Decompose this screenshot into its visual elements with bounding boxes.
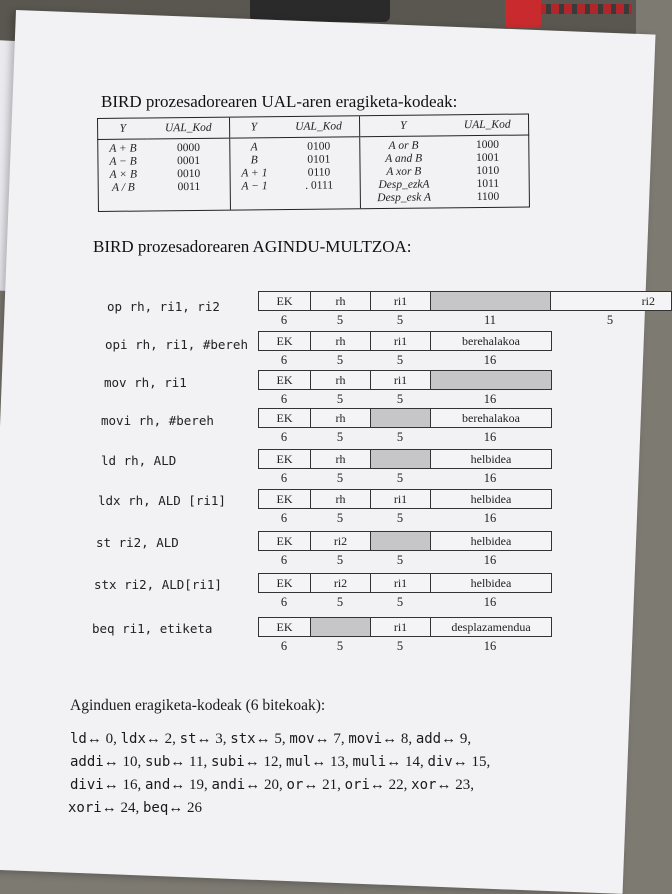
opcode-value: 11: [189, 754, 204, 770]
opcode-mnemonic: stx: [230, 731, 256, 747]
arrow-icon: ↔: [369, 777, 385, 793]
format-field: rh: [311, 450, 371, 468]
ual-title: BIRD prozesadorearen UAL-aren eragiketa-kodeak:: [101, 92, 458, 111]
instruction-format: [258, 408, 552, 428]
opcode-value: 10: [122, 754, 138, 770]
arrow-icon: ↔: [103, 777, 119, 793]
bit-widths: [258, 392, 550, 408]
format-field: EK: [259, 532, 311, 550]
format-field: [371, 409, 431, 427]
bit-width: 5: [396, 511, 404, 525]
arrow-icon: ↔: [452, 754, 468, 770]
ual-header-kod2: UAL_Kod: [278, 116, 360, 138]
ual-code: 0110: [307, 166, 331, 179]
opcode-mnemonic: divi: [70, 777, 104, 793]
bit-width: 5: [396, 353, 404, 367]
arrow-icon: ↔: [314, 731, 330, 747]
format-field: ri2: [641, 294, 655, 308]
bit-width: 5: [336, 313, 344, 327]
arrow-icon: ↔: [145, 731, 161, 747]
format-field: ri1: [371, 332, 431, 350]
opcode-line: divi↔ 16, and↔ 19, andi↔ 20, or↔ 21, ori↔ 22, xor↔ 23,: [70, 777, 474, 793]
format-field: ri1: [371, 618, 431, 636]
opcode-value: 7: [333, 731, 341, 747]
instruction-format: [258, 489, 552, 509]
opcode-value: 20: [263, 777, 279, 793]
ual-code: 0010: [177, 167, 201, 181]
ual-code: 1011: [476, 177, 500, 191]
opcode-mnemonic: st: [179, 731, 197, 747]
opcode-mnemonic: ldx: [120, 731, 146, 747]
arrow-icon: ↔: [196, 731, 212, 747]
ual-code: 1001: [476, 151, 500, 165]
bit-width: 5: [336, 353, 344, 367]
ual-op: A or B: [388, 139, 419, 152]
bit-width: 5: [606, 313, 614, 327]
opcode-value: 8: [400, 731, 409, 747]
arrow-icon: ↔: [436, 777, 452, 793]
format-field: EK: [259, 490, 311, 508]
bit-width: 16: [483, 430, 497, 444]
bit-width: 5: [396, 639, 404, 653]
bit-width: 16: [483, 471, 497, 485]
opcode-mnemonic: add: [415, 731, 442, 747]
opcode-mnemonic: movi: [348, 731, 383, 747]
bit-width: 5: [396, 595, 404, 609]
ual-op: A and B: [385, 152, 423, 165]
opcode-line: xori↔ 24, beq↔ 26: [68, 800, 203, 816]
opcode-mnemonic: subi: [210, 754, 245, 770]
bit-width: 16: [483, 639, 497, 653]
bit-widths: [258, 595, 550, 611]
instruction-mnemonic: stx ri2, ALD[ri1]: [94, 577, 222, 592]
format-field: ri2: [311, 532, 371, 550]
ual-header-kod3: UAL_Kod: [446, 114, 528, 136]
ual-op: A − 1: [241, 180, 268, 193]
opcode-value: 19: [189, 777, 205, 793]
bit-width: 6: [280, 471, 288, 485]
format-field: EK: [259, 450, 311, 468]
format-field: ri1: [371, 371, 431, 389]
instruction-mnemonic: movi rh, #bereh: [101, 413, 214, 428]
bit-width: 16: [483, 595, 497, 609]
opcode-mnemonic: beq: [142, 800, 169, 816]
instruction-format: [258, 617, 552, 637]
ual-op: A / B: [111, 181, 135, 194]
bit-width: 16: [483, 392, 497, 406]
arrow-icon: ↔: [441, 731, 457, 747]
arrow-icon: ↔: [101, 800, 117, 816]
ual-code: 1000: [475, 138, 499, 152]
bit-width: 11: [483, 313, 497, 327]
opcode-mnemonic: xor: [411, 777, 437, 793]
bit-width: 5: [336, 553, 344, 567]
opcode-value: 12: [263, 754, 279, 770]
ual-table: [97, 113, 530, 212]
arrow-icon: ↔: [303, 777, 319, 793]
instruction-mnemonic: beq ri1, etiketa: [92, 621, 213, 636]
format-field: desplazamendua: [451, 620, 531, 634]
format-field: helbidea: [470, 534, 512, 548]
opcode-value: 2: [164, 731, 173, 747]
bit-width: 5: [396, 313, 404, 327]
format-field: [371, 450, 431, 468]
opcode-mnemonic: andi: [211, 777, 246, 793]
format-field: rh: [311, 332, 371, 350]
opcode-value: 9: [459, 731, 468, 747]
arrow-icon: ↔: [103, 754, 119, 770]
opcode-value: 0: [105, 731, 114, 747]
bit-width: 5: [336, 639, 344, 653]
instruction-format: [258, 449, 552, 469]
instruction-mnemonic: st ri2, ALD: [96, 535, 179, 550]
format-field: rh: [311, 292, 371, 310]
opcode-mnemonic: div: [427, 754, 453, 770]
arrow-icon: ↔: [170, 754, 186, 770]
ual-code: 0011: [177, 180, 201, 194]
isa-title: BIRD prozesadorearen AGINDU-MULTZOA:: [93, 237, 412, 256]
format-field: ri2: [311, 574, 371, 592]
ual-op: A xor B: [386, 165, 422, 178]
bit-widths: [258, 553, 550, 569]
bit-width: 5: [396, 471, 404, 485]
format-field: EK: [259, 574, 311, 592]
opcode-line: addi↔ 10, sub↔ 11, subi↔ 12, mul↔ 13, muli↔ 14, div↔ 15,: [70, 754, 491, 770]
opcode-value: 14: [404, 754, 420, 770]
opcode-mnemonic: mul: [285, 754, 312, 770]
format-field: EK: [259, 409, 311, 427]
arrow-icon: ↔: [382, 731, 398, 747]
arrow-icon: ↔: [170, 777, 186, 793]
opcode-value: 5: [274, 731, 282, 747]
opcode-value: 22: [388, 777, 404, 793]
bit-width: 6: [280, 392, 288, 406]
opcode-mnemonic: sub: [144, 754, 171, 770]
bit-width: 5: [336, 392, 344, 406]
instruction-mnemonic: op rh, ri1, ri2: [107, 299, 220, 314]
format-field: berehalakoa: [462, 411, 520, 425]
bit-width: 6: [280, 639, 288, 653]
bit-width: 6: [280, 595, 288, 609]
format-field: EK: [259, 618, 311, 636]
bit-width: 5: [336, 471, 344, 485]
bit-width: 6: [280, 553, 288, 567]
arrow-icon: ↔: [245, 777, 261, 793]
opcode-mnemonic: ld: [70, 731, 87, 747]
ual-op: A + 1: [241, 167, 268, 180]
format-field: [431, 292, 551, 310]
bit-width: 6: [280, 430, 288, 444]
instruction-format: [258, 531, 552, 551]
instruction-mnemonic: ld rh, ALD: [101, 453, 177, 468]
format-field: berehalakoa: [462, 334, 520, 348]
opcode-value: 13: [329, 754, 345, 770]
bit-width: 6: [280, 353, 288, 367]
format-field: helbidea: [470, 492, 512, 506]
format-field: helbidea: [470, 576, 512, 590]
bit-widths: [258, 430, 550, 446]
opcodes-title: Aginduen eragiketa-kodeak (6 bitekoak):: [70, 697, 326, 714]
arrow-icon: ↔: [168, 800, 184, 816]
instruction-format: [258, 331, 552, 351]
ual-header-y3: Y: [360, 115, 447, 137]
ual-code: 0101: [307, 153, 331, 166]
instruction-format: [258, 573, 552, 593]
opcode-mnemonic: or: [286, 777, 304, 793]
opcode-mnemonic: xori: [68, 800, 102, 816]
format-field: [371, 532, 431, 550]
format-field: EK: [259, 292, 311, 310]
ual-code: 1100: [476, 190, 500, 204]
bit-width: 5: [396, 430, 404, 444]
bit-width: 5: [336, 595, 344, 609]
ual-code: . 0111: [305, 179, 334, 192]
ual-op: Desp_ezkA: [378, 178, 430, 192]
ual-op: B: [250, 154, 258, 167]
ual-code: 0001: [177, 154, 201, 168]
bit-widths: [258, 639, 550, 655]
opcode-value: 21: [322, 777, 338, 793]
bit-width: 16: [483, 553, 497, 567]
ual-op: A: [250, 141, 258, 154]
ual-op: A + B: [109, 142, 137, 155]
format-field: rh: [311, 371, 371, 389]
format-field: [311, 618, 371, 636]
bit-width: 5: [336, 430, 344, 444]
instruction-format: [258, 291, 672, 311]
format-field: EK: [259, 332, 311, 350]
bit-widths: [258, 353, 550, 369]
bit-widths: [258, 313, 670, 329]
format-field: rh: [311, 409, 371, 427]
opcode-line: ld↔ 0, ldx↔ 2, st↔ 3, stx↔ 5, mov↔ 7, movi↔ 8, add↔ 9,: [70, 731, 472, 747]
instruction-format: [258, 370, 552, 390]
ual-op: Desp_esk A: [377, 191, 432, 205]
instruction-mnemonic: mov rh, ri1: [104, 375, 187, 390]
bit-width: 16: [483, 353, 497, 367]
bit-width: 6: [280, 313, 288, 327]
ual-code: 1010: [476, 164, 500, 178]
format-field: ri1: [371, 292, 431, 310]
ual-code: 0100: [307, 140, 331, 153]
format-field: helbidea: [470, 452, 512, 466]
ual-op: A × B: [109, 168, 138, 181]
arrow-icon: ↔: [386, 754, 402, 770]
arrow-icon: ↔: [244, 754, 260, 770]
bit-widths: [258, 511, 550, 527]
instruction-mnemonic: opi rh, ri1, #bereh: [105, 337, 248, 352]
arrow-icon: ↔: [86, 731, 102, 747]
opcode-value: 26: [187, 800, 203, 816]
format-field: EK: [259, 371, 311, 389]
bit-width: 5: [336, 511, 344, 525]
bit-width: 6: [280, 511, 288, 525]
ual-code: 0000: [176, 141, 201, 155]
format-field: ri1: [371, 574, 431, 592]
ual-header-kod1: UAL_Kod: [147, 117, 229, 139]
bit-width: 5: [396, 392, 404, 406]
opcode-value: 16: [122, 777, 138, 793]
format-field: ri1: [371, 490, 431, 508]
opcode-value: 24: [120, 800, 136, 816]
ual-header-y2: Y: [230, 117, 278, 139]
ual-header-y1: Y: [98, 118, 148, 140]
opcode-mnemonic: mov: [289, 731, 315, 747]
bit-widths: [258, 471, 550, 487]
format-field: [431, 371, 551, 389]
opcode-value: 15: [471, 754, 487, 770]
arrow-icon: ↔: [311, 754, 327, 770]
instruction-mnemonic: ldx rh, ALD [ri1]: [98, 493, 226, 508]
format-field: rh: [311, 490, 371, 508]
opcode-value: 3: [215, 731, 223, 747]
bit-width: 5: [396, 553, 404, 567]
bit-width: 16: [483, 511, 497, 525]
opcode-mnemonic: muli: [352, 754, 387, 770]
opcode-value: 23: [455, 777, 471, 793]
ual-op: A − B: [109, 155, 137, 168]
arrow-icon: ↔: [255, 731, 271, 747]
opcode-mnemonic: addi: [70, 754, 104, 770]
opcode-mnemonic: and: [144, 777, 171, 793]
opcode-mnemonic: ori: [344, 777, 370, 793]
